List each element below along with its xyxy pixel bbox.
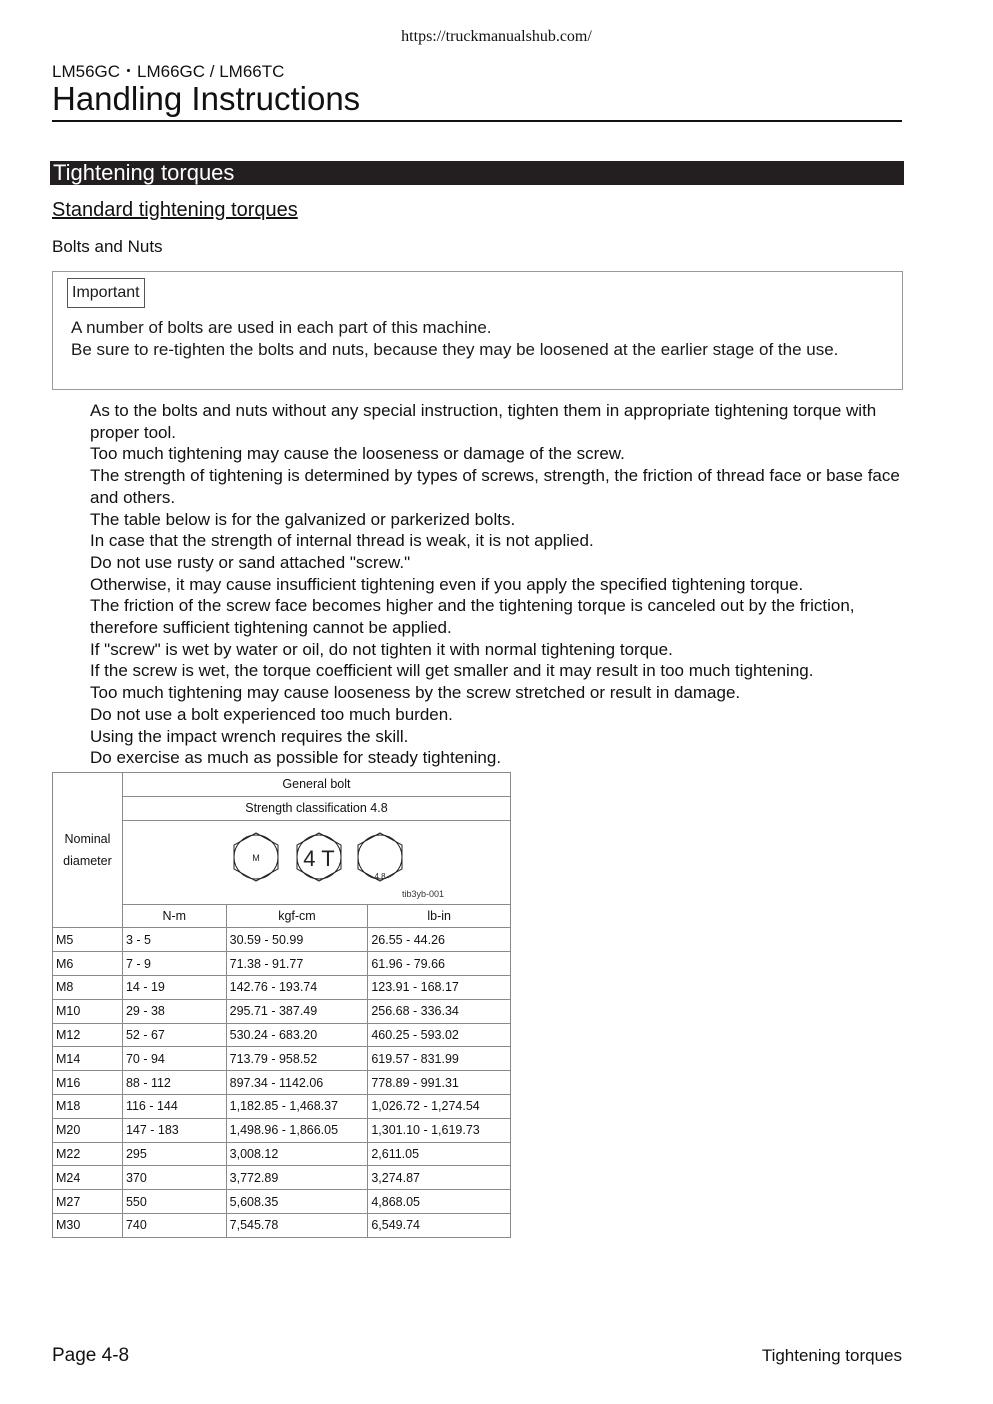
torque-table bbox=[52, 772, 511, 1238]
instruction-line: Do exercise as much as possible for steady tightening. bbox=[90, 748, 502, 768]
instruction-line: Do not use a bolt experienced too much burden. bbox=[90, 704, 453, 724]
instruction-line: The friction of the screw face becomes higher and the tightening torque is canceled out by the friction, therefore sufficient tightening cannot be applied. bbox=[90, 596, 855, 638]
kgfcm-cell: 5,608.35 bbox=[226, 1190, 368, 1214]
nm-cell: 52 - 67 bbox=[122, 1023, 226, 1047]
nominal-cell: M6 bbox=[53, 952, 123, 976]
lbin-cell: 256.68 - 336.34 bbox=[368, 999, 511, 1023]
nominal-diameter-header bbox=[53, 773, 123, 928]
unit-nm-header: N-m bbox=[122, 904, 226, 928]
kgfcm-cell: 3,772.89 bbox=[226, 1166, 368, 1190]
lbin-cell: 1,026.72 - 1,274.54 bbox=[368, 1094, 511, 1118]
table-row bbox=[53, 1118, 511, 1142]
table-row bbox=[53, 1071, 511, 1095]
instruction-line: The strength of tightening is determined by types of screws, strength, the friction of thread face or base face and others. bbox=[90, 466, 900, 507]
table-row bbox=[53, 1094, 511, 1118]
nominal-cell: M14 bbox=[53, 1047, 123, 1071]
nominal-header-line: diameter bbox=[63, 854, 112, 869]
lbin-cell: 123.91 - 168.17 bbox=[368, 975, 511, 999]
instruction-line: As to the bolts and nuts without any special instruction, tighten them in appropriate tightening torque with proper tool. bbox=[90, 401, 877, 442]
table-header-row bbox=[53, 773, 511, 797]
kgfcm-cell: 142.76 - 193.74 bbox=[226, 975, 368, 999]
nominal-cell: M18 bbox=[53, 1094, 123, 1118]
instruction-line: If "screw" is wet by water or oil, do not tighten it with normal tightening torque. bbox=[90, 639, 673, 659]
nominal-cell: M10 bbox=[53, 999, 123, 1023]
nm-cell: 29 - 38 bbox=[122, 999, 226, 1023]
nm-cell: 7 - 9 bbox=[122, 952, 226, 976]
table-row bbox=[53, 1190, 511, 1214]
important-line: A number of bolts are used in each part of this machine. bbox=[71, 318, 492, 337]
instruction-line: Do not use rusty or sand attached "screw." bbox=[90, 552, 411, 572]
nominal-cell: M8 bbox=[53, 975, 123, 999]
bolt-head-marks-svg bbox=[123, 821, 511, 905]
important-line: Be sure to re-tighten the bolts and nuts, because they may be loosened at the earlier stage of the use. bbox=[71, 340, 839, 359]
important-notice-box bbox=[52, 271, 903, 390]
table-row bbox=[53, 999, 511, 1023]
nm-cell: 88 - 112 bbox=[122, 1071, 226, 1095]
lbin-cell: 61.96 - 79.66 bbox=[368, 952, 511, 976]
instruction-line: The table below is for the galvanized or parkerized bolts. bbox=[90, 509, 516, 529]
model-names: LM56GC・LM66GC / LM66TC bbox=[52, 62, 285, 81]
instruction-line: If the screw is wet, the torque coefficient will get smaller and it may result in too much tightening. bbox=[90, 661, 814, 681]
nominal-cell: M22 bbox=[53, 1142, 123, 1166]
table-row bbox=[53, 1166, 511, 1190]
lbin-cell: 778.89 - 991.31 bbox=[368, 1071, 511, 1095]
nm-cell: 370 bbox=[122, 1166, 226, 1190]
source-url: https://truckmanualshub.com/ bbox=[401, 28, 592, 45]
nominal-cell: M12 bbox=[53, 1023, 123, 1047]
lbin-cell: 1,301.10 - 1,619.73 bbox=[368, 1118, 511, 1142]
hex-label-48: 4.8 bbox=[374, 871, 386, 881]
kgfcm-cell: 897.34 - 1142.06 bbox=[226, 1071, 368, 1095]
instruction-line: Otherwise, it may cause insufficient tightening even if you apply the specified tightening torque. bbox=[90, 574, 804, 594]
nominal-cell: M5 bbox=[53, 928, 123, 952]
instruction-line: Too much tightening may cause looseness by the screw stretched or result in damage. bbox=[90, 683, 741, 703]
table-row bbox=[53, 952, 511, 976]
kgfcm-cell: 7,545.78 bbox=[226, 1213, 368, 1237]
bolt-marking-figure bbox=[122, 820, 510, 904]
nm-cell: 116 - 144 bbox=[122, 1094, 226, 1118]
kgfcm-cell: 1,498.96 - 1,866.05 bbox=[226, 1118, 368, 1142]
nominal-header-line: Nominal bbox=[64, 832, 111, 847]
nm-cell: 14 - 19 bbox=[122, 975, 226, 999]
unit-lbin-header: lb-in bbox=[368, 904, 511, 928]
nm-cell: 740 bbox=[122, 1213, 226, 1237]
figure-caption: tib3yb-001 bbox=[401, 888, 444, 899]
page-title: Handling Instructions bbox=[52, 80, 902, 122]
kgfcm-cell: 71.38 - 91.77 bbox=[226, 952, 368, 976]
nominal-cell: M20 bbox=[53, 1118, 123, 1142]
table-row bbox=[53, 1213, 511, 1237]
table-row bbox=[53, 928, 511, 952]
general-bolt-header: General bolt bbox=[122, 773, 510, 797]
instruction-line: Too much tightening may cause the looseness or damage of the screw. bbox=[90, 444, 625, 464]
table-row bbox=[53, 1047, 511, 1071]
instruction-line: Using the impact wrench requires the skill. bbox=[90, 726, 409, 746]
subsection-title: Standard tightening torques bbox=[52, 199, 298, 221]
hex-label-m: M bbox=[252, 852, 260, 863]
lbin-cell: 4,868.05 bbox=[368, 1190, 511, 1214]
table-row bbox=[53, 1142, 511, 1166]
lbin-cell: 2,611.05 bbox=[368, 1142, 511, 1166]
table-row bbox=[53, 1023, 511, 1047]
kgfcm-cell: 295.71 - 387.49 bbox=[226, 999, 368, 1023]
nm-cell: 3 - 5 bbox=[122, 928, 226, 952]
lbin-cell: 6,549.74 bbox=[368, 1213, 511, 1237]
important-text bbox=[71, 317, 881, 361]
strength-class-header: Strength classification 4.8 bbox=[122, 796, 510, 820]
lbin-cell: 3,274.87 bbox=[368, 1166, 511, 1190]
important-tag: Important bbox=[67, 278, 145, 308]
nm-cell: 147 - 183 bbox=[122, 1118, 226, 1142]
instructions-text bbox=[90, 400, 905, 769]
page-number: Page 4-8 bbox=[52, 1345, 130, 1366]
lbin-cell: 26.55 - 44.26 bbox=[368, 928, 511, 952]
nominal-cell: M30 bbox=[53, 1213, 123, 1237]
kgfcm-cell: 1,182.85 - 1,468.37 bbox=[226, 1094, 368, 1118]
kgfcm-cell: 713.79 - 958.52 bbox=[226, 1047, 368, 1071]
section-title-bar: Tightening torques bbox=[50, 161, 904, 185]
nm-cell: 295 bbox=[122, 1142, 226, 1166]
table-row bbox=[53, 975, 511, 999]
kgfcm-cell: 30.59 - 50.99 bbox=[226, 928, 368, 952]
nm-cell: 70 - 94 bbox=[122, 1047, 226, 1071]
instruction-line: In case that the strength of internal thread is weak, it is not applied. bbox=[90, 531, 594, 551]
kgfcm-cell: 530.24 - 683.20 bbox=[226, 1023, 368, 1047]
kgfcm-cell: 3,008.12 bbox=[226, 1142, 368, 1166]
lbin-cell: 619.57 - 831.99 bbox=[368, 1047, 511, 1071]
bolts-nuts-label: Bolts and Nuts bbox=[52, 237, 163, 256]
nominal-cell: M24 bbox=[53, 1166, 123, 1190]
nominal-cell: M16 bbox=[53, 1071, 123, 1095]
footer-section-title: Tightening torques bbox=[761, 1346, 902, 1365]
unit-kgfcm-header: kgf-cm bbox=[226, 904, 368, 928]
hex-label-4t: 4 T bbox=[303, 845, 335, 871]
lbin-cell: 460.25 - 593.02 bbox=[368, 1023, 511, 1047]
nominal-cell: M27 bbox=[53, 1190, 123, 1214]
nm-cell: 550 bbox=[122, 1190, 226, 1214]
